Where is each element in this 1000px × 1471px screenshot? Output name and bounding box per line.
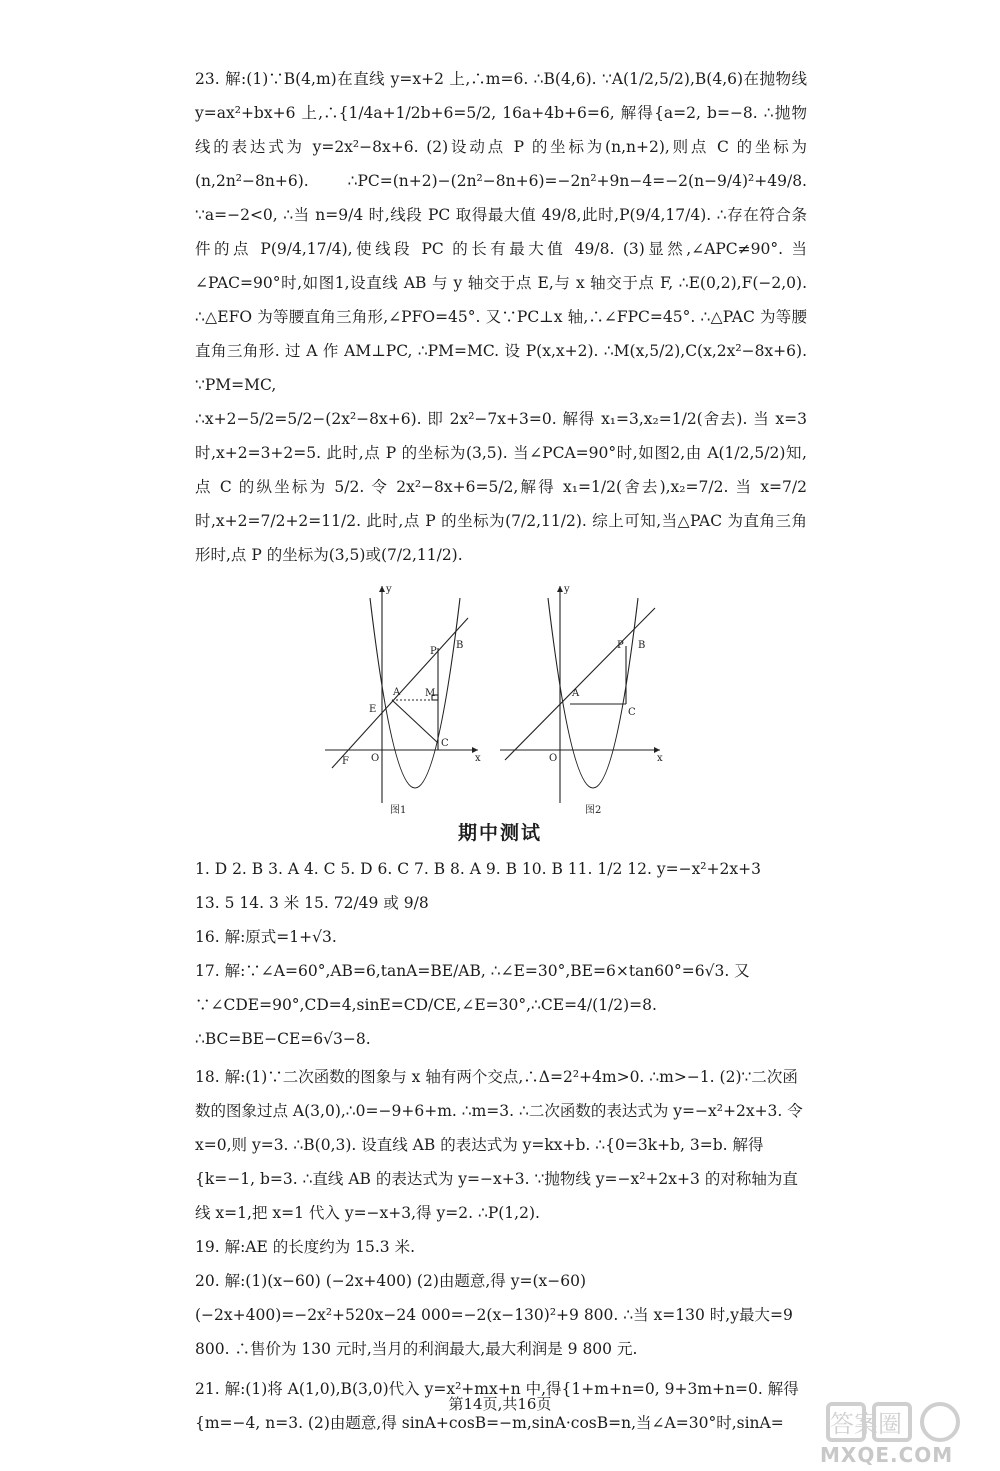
section-title: 期中测试 (457, 822, 542, 844)
fill-answers: 13. 5 14. 3 米 15. 72/49 或 9/8 (195, 894, 429, 912)
fig1-ac (392, 700, 438, 743)
fig1-parabola (370, 598, 460, 788)
figures-1-and-2 (320, 578, 680, 818)
fig2-label-y: y (564, 584, 570, 595)
problem-16: 16. 解:原式=1+√3. (195, 928, 337, 946)
fig1-label-f: F (342, 756, 349, 767)
fig2-label-c: C (628, 707, 636, 718)
problem-23-continued (195, 402, 807, 572)
fig1-label-y: y (386, 584, 392, 595)
fig2-caption: 图2 (585, 805, 602, 816)
problem-23 (195, 62, 807, 402)
watermark-text: MXQE.COM (820, 1443, 954, 1467)
problem-23-part-2: ∴x+2−5/2=5/2−(2x²−8x+6). 即 2x²−7x+3=0. 解得 x₁=3,x₂=1/2(舍去). 当 x=3 时,x+2=3+2=5. 此时,点 P 的坐标为(3,5). 当∠PCA=90°时,如图2,由 A(1/2,5/2)知,点 C 的纵坐标为 5/2. 令 2x²−8x+6=5/2,解得 x₁=1/2(舍去),x₂=7/2. 当 x=7/2 时,x+2=7/2+2=11/2. 此时,点 P 的坐标为(7/2,11/2). 综上可知,当△PAC 为直角三角形时,点 P 的坐标为(3,5)或(7/2,11/2). (195, 410, 807, 564)
fig1-label-a: A (393, 687, 401, 698)
problem-19: 19. 解:AE 的长度约为 15.3 米. (195, 1238, 416, 1256)
figure-2 (500, 586, 660, 803)
fig2-parabola (548, 598, 638, 788)
problem-23-part-1: 23. 解:(1)∵B(4,m)在直线 y=x+2 上,∴m=6. ∴B(4,6). ∵A(1/2,5/2),B(4,6)在抛物线 y=ax²+bx+6 上,∴{1/4a+1/2b+6=5/2, 16a+4b+6=6, 解得{a=2, b=−8. ∴抛物线的表达式为 y=2x²−8x+6. (2)设动点 P 的坐标为(n,n+2),则点 C 的坐标为(n,2n²−8n+6). ∴PC=(n+2)−(2n²−8n+6)=−2n²+9n−4=−2(n−9/4)²+49/8. ∵a=−2<0, ∴当 n=9/4 时,线段 PC 取得最大值 49/8,此时,P(9/4,17/4). ∴存在符合条件的点 P(9/4,17/4),使线段 PC 的长有最大值 49/8. (3)显然,∠APC≠90°. 当∠PAC=90°时,如图1,设直线 AB 与 y 轴交于点 E,与 x 轴交于点 F, ∴E(0,2),F(−2,0). ∴△EFO 为等腰直角三角形,∠PFO=45°. 又∵PC⊥x 轴,∴∠FPC=45°. ∴△PAC 为等腰直角三角形. 过 A 作 AM⊥PC, ∴PM=MC. 设 P(x,x+2). ∴M(x,5/2),C(x,2x²−8x+6). ∵PM=MC, (195, 70, 807, 394)
fig2-label-a: A (572, 688, 580, 699)
fig2-label-p: P (617, 640, 624, 651)
fig2-label-o: O (549, 753, 558, 764)
fig1-label-m: M (425, 688, 436, 699)
svg-text:答案圈: 答案圈 (830, 1410, 902, 1438)
fig1-label-p: P (430, 646, 437, 657)
fig1-label-x: x (475, 753, 481, 764)
problem-18: 18. 解:(1)∵二次函数的图象与 x 轴有两个交点,∴Δ=2²+4m>0. ∴m>−1. (2)∵二次函数的图象过点 A(3,0),∴0=−9+6+m. ∴m=3. ∴二次函数的表达式为 y=−x²+2x+3. 令 x=0,则 y=3. ∴B(0,3). 设直线 AB 的表达式为 y=kx+b. ∴{0=3k+b, 3=b. 解得{k=−1, b=3. ∴直线 AB 的表达式为 y=−x+3. ∵抛物线 y=−x²+2x+3 的对称轴为直线 x=1,把 x=1 代入 y=−x+3,得 y=2. ∴P(1,2). (195, 1068, 803, 1222)
midterm-answers (195, 852, 807, 1440)
problem-20: 20. 解:(1)(x−60) (−2x+400) (2)由题意,得 y=(x−60)(−2x+400)=−2x²+520x−24 000=−2(x−130)²+9 800. ∴当 x=130 时,y最大=9 800. ∴售价为 130 元时,当月的利润最大,最大利润是 9 800 元. (195, 1272, 793, 1358)
fig1-caption: 图1 (390, 805, 407, 816)
page-footer: 第14页,共16页 (448, 1395, 552, 1413)
fig1-label-o: O (371, 753, 380, 764)
fig1-label-e: E (369, 704, 377, 715)
choice-answers: 1. D 2. B 3. A 4. C 5. D 6. C 7. B 8. A 9. B 10. B 11. 1/2 12. y=−x²+2x+3 (195, 860, 761, 878)
fig2-label-b: B (638, 640, 646, 651)
problem-21: 21. 解:(1)将 A(1,0),B(3,0)代入 y=x²+mx+n 中,得{1+m+n=0, 9+3m+n=0. 解得{m=−4, n=3. (2)由题意,得 sinA+cosB=−m,sinA·cosB=n,当∠A=30°时,sinA= (195, 1380, 799, 1432)
fig2-line-ab (505, 608, 655, 760)
fig2-label-x: x (657, 753, 663, 764)
fig1-label-c: C (441, 738, 449, 749)
fig1-label-b: B (456, 640, 464, 651)
figure-1 (325, 586, 478, 803)
problem-17: 17. 解:∵∠A=60°,AB=6,tanA=BE/AB, ∴∠E=30°,BE=6×tan60°=6√3. 又∵∠CDE=90°,CD=4,sinE=CD/CE,∠E=30°,∴CE=4/(1/2)=8. ∴BC=BE−CE=6√3−8. (195, 962, 750, 1048)
